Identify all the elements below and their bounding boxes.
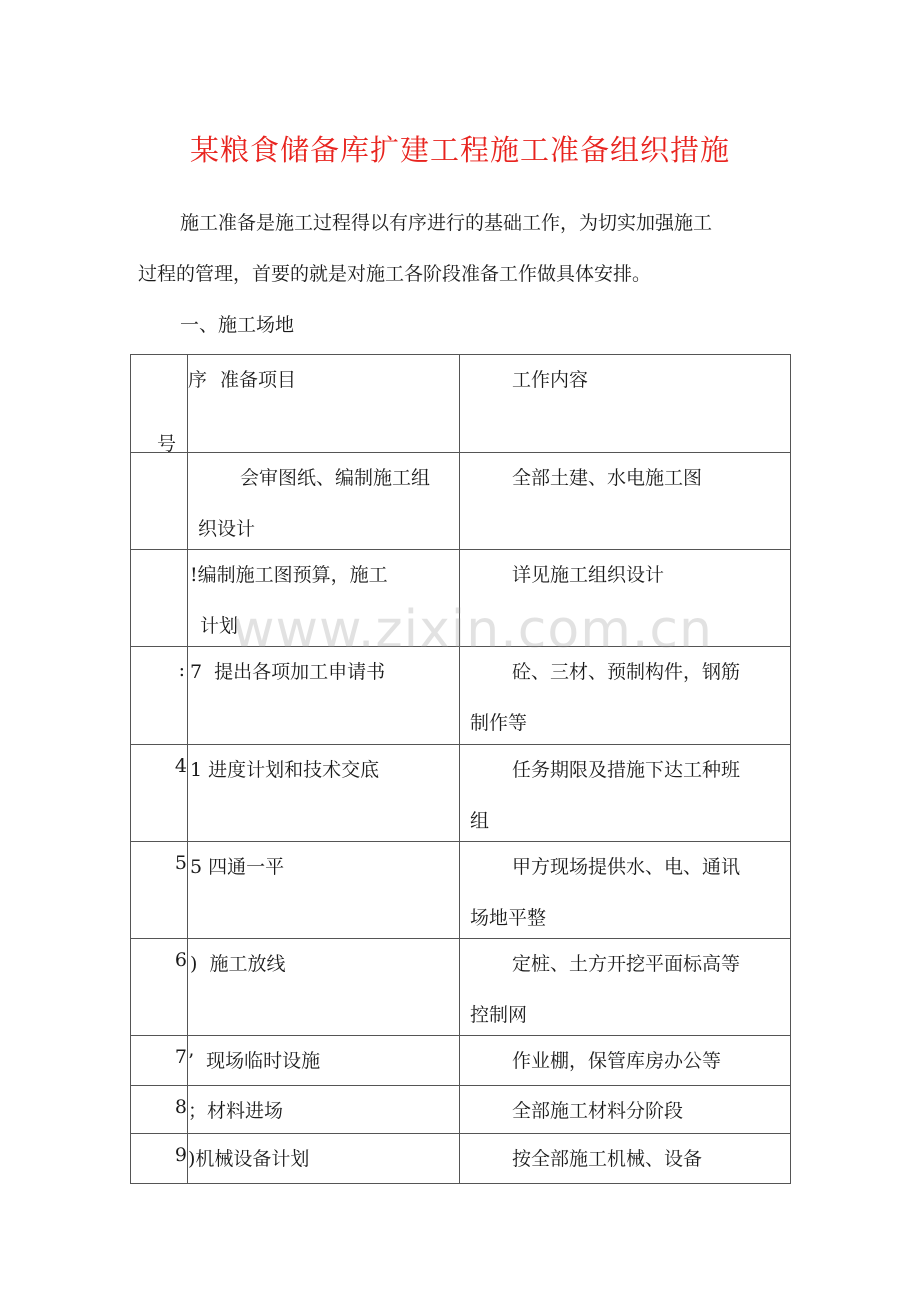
row-content-line-1: 详见施工组织设计 — [512, 564, 665, 586]
header-item-label: 准备项目 — [220, 369, 297, 391]
header-content-cell — [460, 355, 791, 453]
table-row — [131, 1086, 791, 1134]
row-no-cell — [131, 939, 188, 1036]
row-content-line-1: 任务期限及措施下达工种班 — [512, 759, 741, 781]
row-content-line-1: 甲方现场提供水、电、通讯 — [512, 856, 741, 878]
row-item-cell — [188, 1086, 460, 1134]
row-no: 5 — [174, 852, 187, 874]
header-no-bottom: 号 — [157, 433, 177, 455]
row-content-line-1: 砼、三材、预制构件，钢筋 — [512, 661, 741, 683]
row-content-line-2: 制作等 — [470, 712, 528, 734]
row-no: 7 — [174, 1046, 187, 1068]
row-item-line-1: 1 进度计划和技术交底 — [190, 759, 380, 781]
row-no: 9 — [174, 1144, 187, 1166]
row-no-cell — [131, 453, 188, 550]
row-no: 4 — [174, 755, 187, 777]
row-content-line-1: 全部土建、水电施工图 — [512, 467, 703, 489]
row-item-cell — [188, 939, 460, 1036]
row-content-line-1: 作业棚，保管库房办公等 — [512, 1050, 722, 1072]
row-content-cell — [460, 1134, 791, 1184]
header-item-cell — [188, 355, 460, 453]
row-item-cell — [188, 745, 460, 842]
row-no-cell — [131, 1134, 188, 1184]
row-no-cell — [131, 1086, 188, 1134]
row-item-line-1: )机械设备计划 — [188, 1148, 310, 1170]
row-item-line-1: ) 施工放线 — [190, 953, 286, 975]
row-content-cell — [460, 745, 791, 842]
table-row — [131, 939, 791, 1036]
header-no-top: 序 — [188, 369, 208, 391]
table-row — [131, 1036, 791, 1086]
table-row — [131, 647, 791, 745]
row-no-cell — [131, 842, 188, 939]
row-item-cell — [188, 842, 460, 939]
table-row — [131, 745, 791, 842]
row-content-line-2: 控制网 — [470, 1004, 528, 1026]
row-no: : — [178, 659, 185, 681]
row-content-cell — [460, 1086, 791, 1134]
row-item-cell — [188, 453, 460, 550]
row-content-cell — [460, 453, 791, 550]
row-content-cell — [460, 647, 791, 745]
intro-paragraph — [138, 198, 798, 300]
row-item-line-1: ；材料进场 — [188, 1100, 284, 1122]
row-content-line-1: 按全部施工机械、设备 — [512, 1148, 703, 1170]
preparation-table — [130, 354, 791, 1184]
row-content-cell — [460, 1036, 791, 1086]
row-item-line-2: 计划 — [200, 615, 239, 637]
row-item-line-2: 织设计 — [198, 518, 256, 540]
row-no-cell — [131, 647, 188, 745]
row-content-cell — [460, 842, 791, 939]
row-item-cell — [188, 647, 460, 745]
row-no-cell — [131, 1036, 188, 1086]
table-header-row — [131, 355, 791, 453]
row-content-line-1: 全部施工材料分阶段 — [512, 1100, 684, 1122]
row-no-cell — [131, 550, 188, 647]
row-item-line-1: 5 四通一平 — [190, 856, 285, 878]
row-content-line-2: 组 — [470, 810, 490, 832]
table-row — [131, 842, 791, 939]
row-no: 8 — [174, 1096, 187, 1118]
row-item-line-1: !编制施工图预算，施工 — [190, 564, 388, 586]
row-item-line-1: 会审图纸、编制施工组 — [240, 467, 431, 489]
row-item-cell — [188, 1036, 460, 1086]
row-content-line-1: 定桩、土方开挖平面标高等 — [512, 953, 741, 975]
row-item-line-1: 7 提出各项加工申请书 — [190, 661, 386, 683]
row-content-cell — [460, 939, 791, 1036]
document-title: 某粮食储备库扩建工程施工准备组织措施 — [189, 133, 730, 167]
header-content-label: 工作内容 — [512, 369, 589, 391]
table-row — [131, 453, 791, 550]
row-no: 6 — [174, 949, 187, 971]
watermark: www.zixin.com.cn — [232, 600, 713, 660]
intro-line-2: 过程的管理，首要的就是对施工各阶段准备工作做具体安排。 — [138, 263, 652, 285]
row-item-cell — [188, 1134, 460, 1184]
table-row — [131, 1134, 791, 1184]
row-no-cell — [131, 745, 188, 842]
row-item-line-1: ’ 现场临时设施 — [188, 1050, 321, 1072]
intro-line-1: 施工准备是施工过程得以有序进行的基础工作，为切实加强施工 — [180, 212, 713, 234]
header-no-cell — [131, 355, 188, 453]
row-content-line-2: 场地平整 — [470, 907, 547, 929]
section-heading: 一、施工场地 — [180, 314, 295, 336]
